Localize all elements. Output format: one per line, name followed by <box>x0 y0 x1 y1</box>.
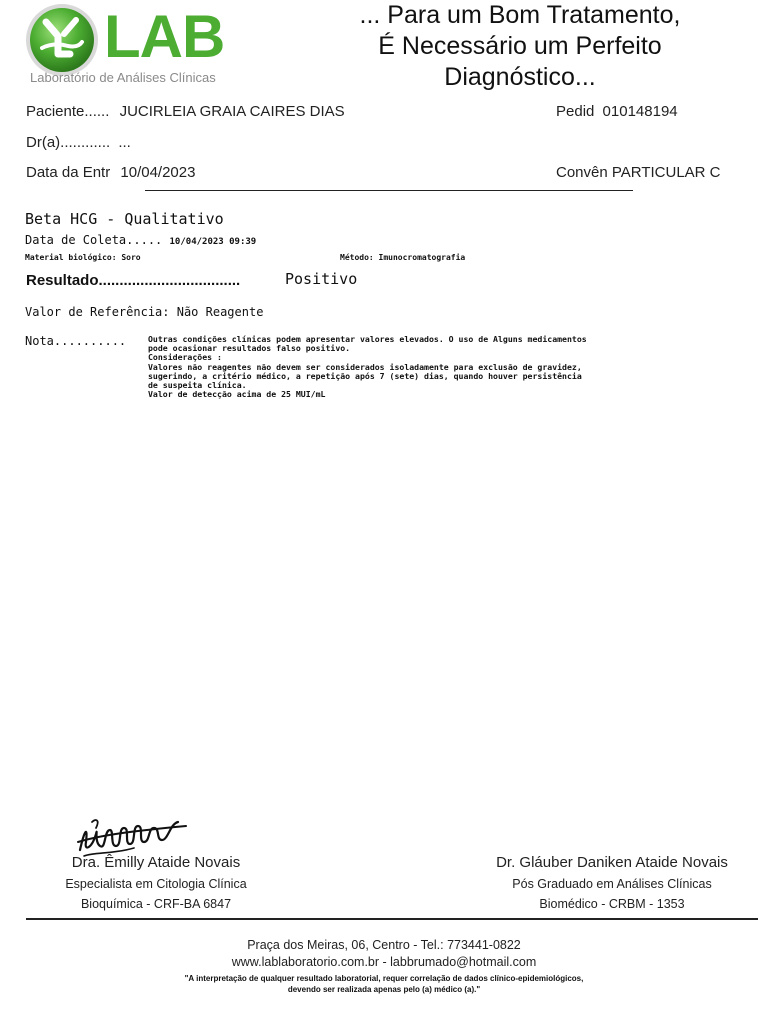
signature-block-left <box>28 854 284 916</box>
order-label: Pedid <box>556 103 595 120</box>
insurance-row <box>556 164 721 181</box>
signatory-title: Especialista em Citologia Clínica <box>65 877 247 891</box>
doctor-row <box>26 134 131 151</box>
signatory-registry: Bioquímica - CRF-BA 6847 <box>80 897 232 911</box>
result-value: Positivo <box>285 270 358 288</box>
logo-wordmark: LAB <box>104 3 225 70</box>
patient-label: Paciente...... <box>26 103 110 120</box>
entry-row <box>26 164 195 181</box>
note-line: de suspeita clínica. <box>148 380 247 391</box>
collection-date: 10/04/2023 09:39 <box>169 237 257 247</box>
doctor-label: Dr(a)............ <box>26 134 111 151</box>
footer-disclaimer-1: "A interpretação de qualquer resultado laboratorial, requer correlação de dados clínico-epidemiológicos, <box>184 974 584 983</box>
note-line: Valor de detecção acima de 25 MUI/mL <box>148 389 326 400</box>
note-text <box>148 335 587 399</box>
signatory-registry: Biomédico - CRBM - 1353 <box>539 897 685 911</box>
slogan-line-2: É Necessário um Perfeito <box>378 32 662 60</box>
signatory-name: Dr. Gláuber Daniken Ataide Novais <box>496 854 728 871</box>
slogan <box>320 0 720 93</box>
note-line: Valores não reagentes não devem ser considerados isoladamente para exclusão de gravidez, <box>148 361 582 372</box>
biological-material: Material biológico: Soro <box>25 253 141 262</box>
note-line: pode ocasionar resultados falso positivo. <box>148 343 351 354</box>
signature-block-right <box>472 854 752 916</box>
entry-date-label: Data da Entr <box>26 164 111 181</box>
order-number: 010148194 <box>602 103 678 120</box>
order-row <box>556 103 678 120</box>
note-line: Considerações : <box>148 352 222 363</box>
slogan-line-1: ... Para um Bom Tratamento, <box>359 1 681 29</box>
footer-address: Praça dos Meiras, 06, Centro - Tel.: 773441-0822 <box>247 938 521 952</box>
entry-date: 10/04/2023 <box>120 164 196 181</box>
slogan-line-3: Diagnóstico... <box>444 63 596 91</box>
patient-row <box>26 103 345 120</box>
logo-subtitle: Laboratório de Análises Clínicas <box>30 70 216 85</box>
footer <box>0 937 768 995</box>
header-divider <box>145 190 633 191</box>
signatory-name: Dra. Êmilly Ataide Novais <box>71 854 241 871</box>
collection-label: Data de Coleta..... <box>25 233 163 247</box>
result-label: Resultado.................................. <box>26 272 241 289</box>
insurance-value: PARTICULAR C <box>611 164 721 181</box>
doctor-name: ... <box>118 134 131 151</box>
note-label: Nota.......... <box>25 334 127 348</box>
insurance-label: Convên <box>556 164 608 181</box>
exam-title: Beta HCG - Qualitativo <box>25 210 224 228</box>
signatory-title: Pós Graduado em Análises Clínicas <box>512 877 712 891</box>
footer-divider <box>26 918 758 920</box>
note-line: Outras condições clínicas podem apresentar valores elevados. O uso de Alguns medicamentos <box>148 334 587 344</box>
exam-method: Método: Imunocromatografia <box>340 253 466 262</box>
reference-value: Valor de Referência: Não Reagente <box>25 305 264 319</box>
footer-disclaimer-2: devendo ser realizada apenas pelo (a) médico (a)." <box>287 985 481 994</box>
lab-logo-icon <box>24 2 100 78</box>
footer-contact: www.lablaboratorio.com.br - labbrumado@hotmail.com <box>231 955 537 969</box>
collection-row <box>25 233 256 247</box>
note-line: sugerindo, a critério médico, a repetição após 7 (sete) dias, quando houver persistência <box>148 370 582 381</box>
patient-name: JUCIRLEIA GRAIA CAIRES DIAS <box>119 103 345 120</box>
